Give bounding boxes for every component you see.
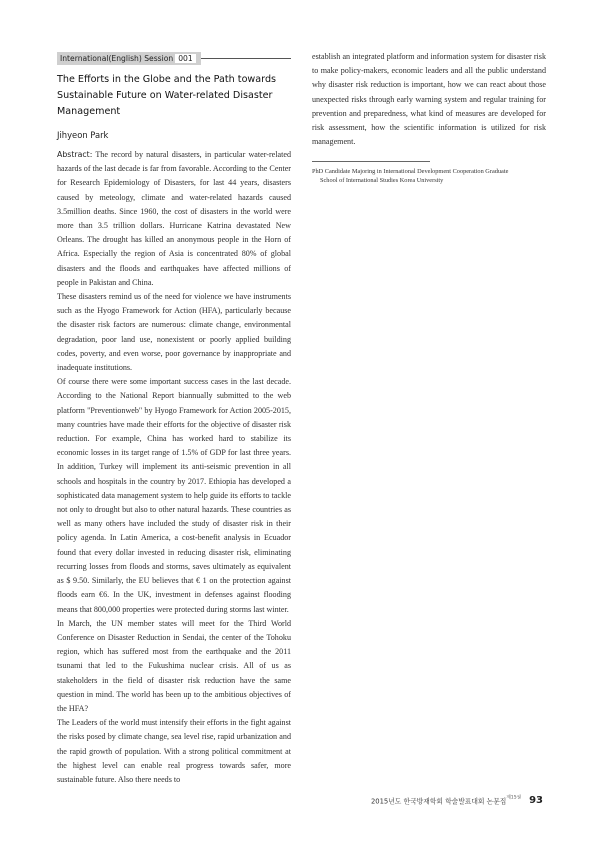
author-footnote [312, 167, 546, 185]
proceedings-title: 2015년도 한국방재학회 학술발표대회 논문집 [370, 797, 507, 806]
paragraph-1 [57, 148, 291, 290]
page-footer [371, 790, 543, 809]
footnote-rule [312, 161, 430, 162]
footnote-line-1: PhD Candidate Majoring in International Development Cooperation Graduate [312, 168, 509, 176]
left-column [57, 50, 291, 787]
abstract-label: Abstract: [57, 150, 93, 159]
session-number: 001 [175, 54, 196, 63]
paragraph-3: Of course there were some important success cases in the last decade. According to the National Report biannually submitted to the web platform "Preventionweb" by Hyogo Framework for Action 2005-2015, many countries have made their efforts for the objective of disaster risk reduction. For example, China has worked hard to stabilize its economic losses in its target range of 1.5% of GDP for last three years. In addition, Turkey will implement its anti-seismic prevention in all schools and hospitals in the country by 2017. Ethiopia has developed a sophisticated data management system to help guide its efforts to tackle not only to drought but also to other natural hazards. These countries as well as many others have included the study of disaster risk in their policy agenda. In Latin America, a cost-benefit analysis in Ecuador found that every dollar invested in reducing disaster risk, eliminating recurring losses from floods and storms, saves ultimately as equivalent as $ 9.50. Similarly, the EU believes that € 1 on the protection against floods earn €6. In the UK, investment in defenses against flooding means that 800,000 properties were protected during storms last winter. [57, 377, 291, 614]
paragraph-5: The Leaders of the world must intensify their efforts in the fight against the risks posed by climate change, sea level rise, rapid urbanization and the rapid growth of population. With a strong political commitment at the highest level can enable real progress towards safer, more sustainable future. Also there needs to [57, 718, 291, 784]
paragraph-1-text: The record by natural disasters, in particular water-related hazards of the last decade is far from favorable. According to the Center for Research Epidemiology of Disasters, for last 44 years, disasters caused by meteology, climate and water-related hazards caused 3.5million deaths. Since 1960, the cost of disasters in the world were more than 3.5 trillion dollars. Hurricane Katrina devastated New Orleans. The drought has killed an anonymous people in the Horn of Africa. Especially the region of Asia is concentrated 80% of global disasters and the floods and earthquakes have affected millions of people in Pakistan and China. [57, 150, 291, 287]
paragraph-2: These disasters remind us of the need for violence we have instruments such as the Hyogo Framework for Action (HFA), particularly because the disaster risk factors are numerous: climate change, environmental degradation, poor land use, nonexistent or poorly applied building codes, poverty, and even worse, poor governance by inappropriate and inadequate institutions. [57, 292, 291, 373]
page-number: 93 [529, 795, 543, 806]
article-body [57, 148, 291, 787]
author-name: Jihyeon Park [57, 130, 109, 140]
session-label [57, 52, 201, 65]
session-header [57, 50, 291, 68]
session-label-text: International(English) Session [60, 54, 174, 63]
continued-paragraph: establish an integrated platform and information system for disaster risk to make policy-makers, economic leaders and all the public understand why disaster risk reduction is important, how we can react about those unexpected risks through early warning system and regular training for prevention and preparedness, what kind of measures are developed for risk assessment, how the scientific information is utilized for risk management. [312, 52, 546, 147]
footnote-line-2: School of International Studies Korea University [320, 177, 444, 185]
paragraph-4: In March, the UN member states will meet for the Third World Conference on Disaster Reduction in Sendai, the center of the Tohoku region, which has suffered most from the earthquake and the 2011 tsunami that led to the Fukushima nuclear crisis. All of us as stakeholders in the field of disaster risk reduction have the same question in mind. The world has been up to the ambitious objectives of the HFA? [57, 618, 291, 713]
volume-superscript: 제15권 [506, 795, 522, 801]
right-column [312, 50, 546, 185]
article-title: The Efforts in the Globe and the Path towards Sustainable Future on Water-related Disaster Management [57, 74, 277, 117]
